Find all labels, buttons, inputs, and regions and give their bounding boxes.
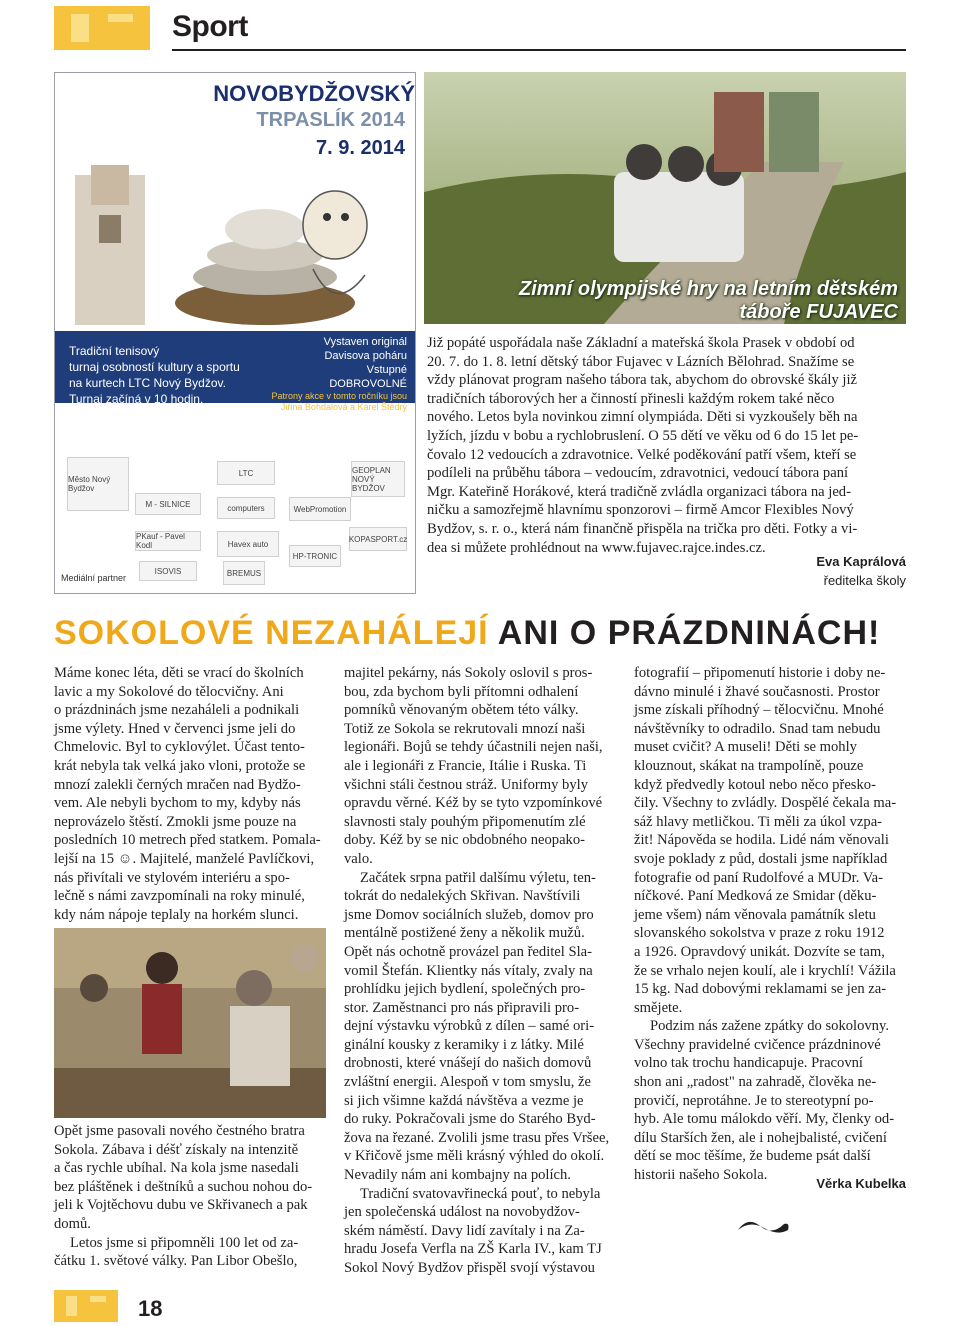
col2-line-8: opravdu věrné. Kéž by se tyto vzpomínkové: [344, 795, 603, 812]
col2-line-5: legionáři. Bojů se tehdy účastnili nejen naši,: [344, 739, 603, 756]
col2-line-16: Opět nás ochotně provázel pan ředitel Sla-: [344, 943, 593, 960]
col1-bottom-line-7: Letos jsme si připomněli 100 let od za-: [70, 1234, 299, 1251]
col3-line-2: dávno minulé i žhavé současnosti. Prostor: [634, 683, 880, 700]
poster-band-left-line4: Turnaj začíná v 10 hodin.: [69, 392, 204, 406]
col2-line-26: žova na řezané. Zvolili jsme trasu přes Vršee,: [344, 1129, 610, 1146]
camp-line-10: ničku a samozřejmě hlavnímu sponzorovi – firmě Amcor Flexibles Nový: [427, 502, 854, 519]
col3-line-26: dílu Starších žen, ale i nohejbalisté, cvičení: [634, 1129, 887, 1146]
poster-band-right-line3: Vstupné: [366, 364, 407, 376]
col2-line-14: jsme Domov sociálních služeb, domov pro: [344, 906, 594, 923]
camp-author: [600, 554, 906, 588]
poster-date: 7. 9. 2014: [316, 137, 405, 159]
col1-bottom-line-2: Sokola. Zábava i déšť získaly na intenzitě: [54, 1141, 299, 1158]
col2-line-27: v Křičově jsme měli krásný výhled do okolí.: [344, 1148, 605, 1165]
camp-line-9: Mgr. Kateřině Horákové, která tradičně zvládla organizaci tábora na jed-: [427, 483, 851, 500]
col2-line-22: drobnosti, které vnášejí do našich domovů: [344, 1055, 592, 1072]
end-swash-icon: [734, 1214, 794, 1238]
sponsor-logo-1: Město Nový Bydžov: [67, 457, 129, 511]
footer-logo: [54, 1290, 118, 1322]
sponsor-logo-9: WebPromotion: [289, 497, 351, 521]
col2-line-11: valo.: [344, 850, 373, 867]
col2-line-24: si jich všimne každá návštěva a vezme je: [344, 1092, 584, 1109]
col1-top-line-2: lavic a my Sokolové do tělocvičny. Ani: [54, 683, 284, 700]
camp-author-name: Eva Kaprálová: [816, 554, 906, 569]
col2-line-32: hradu Josefa Verfla na ZŠ Karla IV., kam TJ: [344, 1241, 602, 1258]
col3-line-14: jeme všem) nám věnovala památník sletu: [634, 906, 876, 923]
header-rule: [172, 49, 906, 51]
col1-top-line-13: lečně s námi zavzpomínali na roky minulé,: [54, 888, 305, 905]
col3-line-15: slovanského sokolstva v praze z roku 1912: [634, 925, 885, 942]
sokol-author-name: Věrka Kubelka: [816, 1176, 906, 1191]
col1-bottom-line-6: domů.: [54, 1215, 91, 1232]
camp-line-4: tradičních táborových her a činností přinesli každým rokem také něco: [427, 390, 835, 407]
poster-band-left: [69, 343, 259, 407]
sokol-author: [634, 1176, 906, 1191]
col2-line-10: doby. Kéž by se nic obdobného neopako-: [344, 832, 586, 849]
page-number: 18: [138, 1296, 163, 1321]
col1-bottom-line-5: jeli k Vojtěchovu dubu ve Skřivanech a pak: [54, 1197, 308, 1214]
col3-line-27: dětí se moc těšíme, že budeme psát další: [634, 1148, 871, 1165]
col3-line-28: historii našeho Sokola.: [634, 1167, 768, 1184]
section-title: Sport: [172, 10, 248, 43]
col2-line-3: pomníků věnovaným obětem této války.: [344, 702, 579, 719]
col1-top-line-12: nás přivítali ve stylovém interiéru a spo-: [54, 869, 290, 886]
col2-line-21: ginální kousky z keramiky i z látky. Milé: [344, 1036, 584, 1053]
col3-line-20: Podzim nás zažene zpátky do sokolovny.: [650, 1018, 889, 1035]
camp-line-1: Již popáté uspořádala naše Základní a mateřská škola Prasek v období od: [427, 335, 855, 351]
col3-line-18: 15 kg. Nad dobovými reklamami se jen za-: [634, 981, 887, 998]
col2-line-1: majitel pekárny, nás Sokoly oslovil s pros-: [344, 665, 593, 681]
poster-band-right-line5: Patrony akce v tomto ročníku jsou: [271, 391, 407, 401]
col1-bottom-line-4: bez pláštěnek i deštníků a suchou nohou do-: [54, 1178, 313, 1195]
col1-top-line-14: kdy nám nápoje teplaly na horkém slunci.: [54, 906, 299, 923]
camp-line-6: lyžích, jízdu v bobu a rychlobruslení. O 55 dětí ve věku od 6 do 15 let pe-: [427, 427, 859, 444]
col2-line-7: všichni stáli čestnou stráž. Uniformy byly: [344, 776, 588, 793]
sponsor-logo-4: PKauf - Pavel Kodl: [135, 531, 201, 551]
col3-line-19: smějete.: [634, 999, 683, 1016]
col3-line-3: jsme získali příhodný – tělocvičnu. Mnohé: [634, 702, 884, 719]
camp-line-5: nového. Letos byla novinkou zimní olympiáda. Děti si vyzkoušely běh na: [427, 409, 858, 426]
col1-top-line-3: o prázdninách jsme nezaháleli a podnikali: [54, 702, 300, 719]
col3-line-5: muset cvičit? A museli! Děti se mohly: [634, 739, 857, 756]
col3-line-21: Všechny pravidelné cvičence prázdninové: [634, 1036, 881, 1053]
col3-line-7: když předvedly kotoul nebo něco přesko-: [634, 776, 876, 793]
poster-band-left-line2: turnaj osobností kultury a sportu: [69, 360, 240, 374]
col3-line-9: sáž hlavy metličkou. Ti měli za úkol vzpa-: [634, 813, 883, 830]
poster-illustration: [55, 165, 415, 331]
poster-band-right-line2: Davisova poháru: [324, 350, 407, 362]
col3-line-23: shon ani „radost" na zahradě, člověka ne-: [634, 1074, 877, 1091]
col1-top-line-6: krát nebyla tak velká jako vloni, protože se: [54, 757, 306, 774]
tournament-poster: [54, 72, 416, 594]
col3-line-8: čily. Všechny to zvládly. Dospělé čekala ma-: [634, 795, 897, 812]
sponsor-logo-12: HP-TRONIC: [289, 545, 341, 567]
col3-line-11: svoje poklady z půd, dostali jsme například: [634, 850, 888, 867]
col2-line-2: bou, zda bychom byli přítomni odhalení: [344, 683, 579, 700]
col2-line-13: tokrát do nedalekých Skřivan. Navštívili: [344, 888, 581, 905]
col3-line-4: návštěvníky to odradilo. Snad tam nebudu: [634, 720, 881, 737]
poster-title-line2: TRPASLÍK 2014: [256, 109, 405, 131]
col3-line-24: provičí, neprotáhne. Je to stereotypní po-: [634, 1092, 874, 1109]
camp-line-12: dea si můžete prohlédnout na www.fujavec.rajce.indes.cz.: [427, 539, 766, 556]
col3-line-22: volno tak trochu handicapuje. Pracovní: [634, 1055, 863, 1072]
camp-article-body: [427, 334, 906, 557]
sokol-headline-part1: SOKOLOVÉ NEZAHÁLEJÍ: [54, 614, 489, 652]
sokol-headline: [54, 614, 880, 653]
col3-line-25: hyb. Ale tomu málokdo věří. My, členky od-: [634, 1111, 895, 1128]
col2-line-18: prohlídku jejich bydlení, společných pro-: [344, 981, 586, 998]
camp-line-3: vždy plánovat program našeho tábora tak, abychom do obrovské škály již: [427, 372, 857, 389]
sokol-photo: [54, 928, 326, 1118]
sokol-photo-image: [54, 928, 326, 1118]
camp-photo: [424, 72, 906, 324]
sponsor-logo-7: Havex auto: [217, 531, 279, 557]
sokol-col1-top: [54, 664, 326, 924]
col2-line-12: Začátek srpna patřil dalšímu výletu, ten-: [360, 869, 596, 886]
col2-line-19: stor. Zaměstnanci pro nás připravili pro-: [344, 999, 580, 1016]
col1-bottom-line-8: čátku 1. světové války. Pan Libor Obešlo,: [54, 1253, 298, 1270]
col1-top-line-7: mnozí zalekli černých mračen nad Bydžo-: [54, 776, 301, 793]
col3-line-10: žit! Nápověda se hodila. Lidé nám věnovali: [634, 832, 889, 849]
sokol-col1-bottom: [54, 1122, 326, 1271]
sponsor-logo-6: computers: [217, 497, 275, 519]
col2-line-15: mentálně postižené ženy a několik mužů.: [344, 925, 585, 942]
camp-author-role: ředitelka školy: [823, 573, 906, 588]
sponsor-logo-11: KOPASPORT.cz: [349, 527, 407, 551]
col3-line-12: fotografie od paní Rudolfové a MUDr. Va-: [634, 869, 883, 886]
sokol-col3: [634, 664, 906, 1185]
col2-line-25: do ruky. Pokračovali jsme do Starého Byd-: [344, 1111, 596, 1128]
col2-line-6: ale i legionáři z Francie, Itálie i Ruska. Ti: [344, 757, 587, 774]
poster-media-partner: Mediální partner: [61, 573, 127, 583]
col2-line-31: ském náměstí. Davy lidí zavítaly i na Za-: [344, 1222, 585, 1239]
sponsor-logo-10: GEOPLAN NOVÝ BYDŽOV: [351, 461, 405, 497]
poster-band-left-line1: Tradiční tenisový: [69, 344, 160, 358]
poster-band-right-line6: Jiřina Bohdalová a Karel Štědrý: [280, 402, 407, 412]
col1-top-line-8: vem. Ale nebyli bychom to my, kdyby nás: [54, 795, 301, 812]
poster-band-right-line1: Vystaven originál: [323, 336, 407, 348]
col3-line-16: a 1926. Opravdový unikát. Dozvíte se tam,: [634, 943, 885, 960]
col1-top-line-1: Máme konec léta, děti se vrací do školních: [54, 665, 304, 681]
sponsor-logo-5: ISOVIS: [139, 561, 197, 581]
col1-bottom-line-3: a čas rychle ubíhal. Na kola jsme nasedali: [54, 1160, 299, 1177]
sokol-headline-part2: ANI O PRÁZDNINÁCH!: [497, 614, 881, 652]
col3-line-17: že se vrhalo nejen koulí, ale i krychlí! Vážila: [634, 962, 896, 979]
col1-top-line-9: neprovázelo štěstí. Zmokli jsme pouze na: [54, 813, 297, 830]
col2-line-23: zvláštní energii. Alespoň v tom smyslu, že: [344, 1074, 591, 1091]
col1-top-line-11: lejší na 15 ☺. Majitelé, manželé Pavlíčkovi,: [54, 850, 315, 867]
sponsor-logo-2: LTC: [217, 461, 275, 485]
magazine-logo: [54, 6, 150, 50]
col2-line-17: vomil Štefán. Klientky nás vítaly, zvaly na: [344, 962, 593, 979]
camp-line-8: podíleli na průběhu tábora – vedoucím, zdravotnici, vedoucí tábora paní: [427, 465, 849, 482]
camp-line-2: 20. 7. do 1. 8. letní dětský tábor Fujavec v Lázních Bělohrad. Snažíme se: [427, 353, 855, 370]
col3-line-6: klouznout, skákat na trampolíně, pouze: [634, 757, 864, 774]
col3-line-13: níčkové. Paní Medková ze Smidar (děku-: [634, 888, 877, 905]
col2-line-9: slavnosti staly pouhým připomenutím zlé: [344, 813, 586, 830]
camp-photo-caption: Zimní olympijské hry na letním dětském táboře FUJAVEC: [518, 278, 898, 323]
camp-line-7: čovalo 12 vedoucích a zdravotnice. Velké poděkování patří všem, kteří se: [427, 446, 857, 463]
sokol-col2: [344, 664, 616, 1278]
col2-line-4: Totiž ze Sokola se rekrutovali mnozí naši: [344, 720, 586, 737]
col3-line-1: fotografií – připomenutí historie i doby ne-: [634, 665, 886, 681]
poster-band-right: [261, 335, 407, 413]
sponsor-logo-8: BREMUS: [223, 561, 265, 585]
col2-line-30: jen společenská událost na novobydžov-: [344, 1204, 580, 1221]
poster-band-right-line4: DOBROVOLNÉ: [329, 378, 407, 390]
col2-line-29: Tradiční svatovavřinecká pouť, to nebyla: [360, 1185, 601, 1202]
col2-line-20: dejní výstavku výrobků z dílen – samé ori-: [344, 1018, 595, 1035]
camp-line-11: Bydžov, s. r. o., která nám finančně přispěla na trička pro děti. Fotky a vi-: [427, 520, 858, 537]
col1-bottom-line-1: Opět jsme pasovali nového čestného bratra: [54, 1123, 305, 1139]
col2-line-28: Nevadily nám ani kombajny na polích.: [344, 1167, 571, 1184]
col1-top-line-4: jsme výlety. Hned v červenci jsme jeli do: [54, 720, 296, 737]
col2-line-33: Sokol Nový Bydžov přispěl svojí výstavou: [344, 1260, 595, 1276]
col1-top-line-5: Chmelovic. Byl to cyklovýlet. Účast tento-: [54, 739, 305, 756]
sponsor-logo-3: M - SILNICE: [135, 493, 201, 515]
poster-title-line1: NOVOBYDŽOVSKÝ: [213, 81, 415, 106]
poster-band-left-line3: na kurtech LTC Nový Bydžov.: [69, 376, 226, 390]
col1-top-line-10: posledních 10 metrech před statkem. Pomala-: [54, 832, 321, 849]
